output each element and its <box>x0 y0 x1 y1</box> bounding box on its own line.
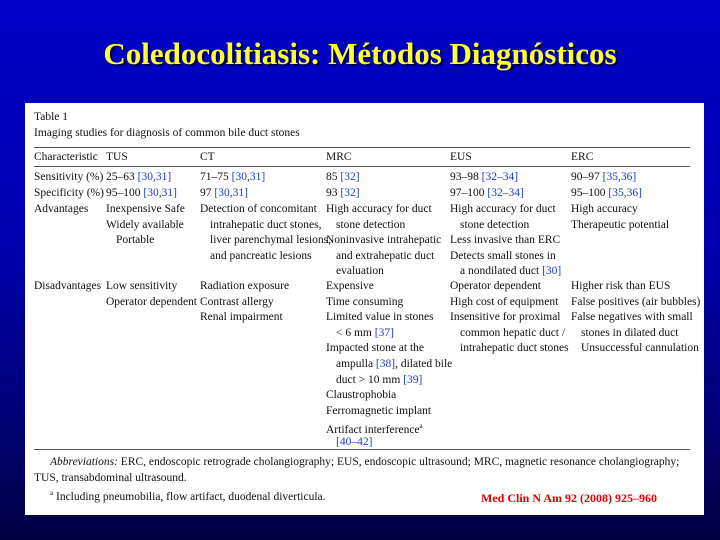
disadvantages-tus-line: Low sensitivity <box>106 280 178 292</box>
disadvantages-tus-line: Operator dependent <box>106 295 198 308</box>
specificity-erc: 95–100 [35,36] <box>571 187 642 199</box>
source-citation: Med Clin N Am 92 (2008) 925–960 <box>481 491 657 505</box>
abbreviations-footnote: Abbreviations: ERC, endoscopic retrograde cholangiography; EUS, endoscopic ultrasound; MRC, magnetic resonance cholangiography; TUS, transabdominal ultrasound. <box>34 456 680 484</box>
disadvantages-eus-line: common hepatic duct / <box>460 326 566 339</box>
sensitivity-ct: 71–75 [30,31] <box>200 171 266 183</box>
advantages-tus-line: Inexpensive Safe <box>106 203 185 215</box>
sensitivity-tus: 25–63 [30,31] <box>106 171 172 183</box>
disadvantages-mrc-line: Artifact interference$^a$ <box>326 422 423 437</box>
advantages-eus-line: stone detection <box>460 218 530 231</box>
disadvantages-mrc-line: ampulla [38], dilated bile <box>336 358 453 370</box>
advantages-ct-line: intrahepatic duct stones, <box>210 218 322 231</box>
advantages-ct-line: liver parenchymal lesions, <box>210 234 332 247</box>
advantages-eus-line: Detects small stones in <box>450 249 556 262</box>
table-header-rule <box>34 166 690 167</box>
advantages-erc-line: High accuracy <box>571 203 638 215</box>
disadvantages-erc-line: False negatives with small <box>571 311 693 324</box>
advantages-mrc-line: evaluation <box>336 265 384 278</box>
advantages-mrc-line: stone detection <box>336 218 406 231</box>
sensitivity-erc: 90–97 [35,36] <box>571 171 637 183</box>
disadvantages-ct-line: Renal impairment <box>200 311 283 324</box>
table-top-rule <box>34 147 690 148</box>
disadvantages-eus-line: intrahepatic duct stones <box>460 342 569 355</box>
advantages-mrc-line: High accuracy for duct <box>326 203 432 215</box>
table-caption-block <box>34 110 300 141</box>
row-label-disadvantages: Disadvantages <box>34 280 102 292</box>
table-caption: Imaging studies for diagnosis of common bile duct stones <box>34 126 300 139</box>
disadvantages-ct-line: Contrast allergy <box>200 295 274 308</box>
advantages-tus-line: Widely available <box>106 218 184 231</box>
row-label-sensitivity: Sensitivity (%) <box>34 171 104 183</box>
disadvantages-erc-line: Higher risk than EUS <box>571 280 671 292</box>
disadvantages-ct-line: Radiation exposure <box>200 280 290 292</box>
column-header-tus: TUS <box>106 151 128 163</box>
advantages-eus-line: a nondilated duct [30] <box>460 265 562 278</box>
column-header-mrc: MRC <box>326 151 352 163</box>
disadvantages-mrc-line: Expensive <box>326 280 374 292</box>
row-label-advantages: Advantages <box>34 203 89 215</box>
table-label: Table 1 <box>34 111 69 123</box>
disadvantages-mrc-line: Limited value in stones <box>326 311 434 324</box>
disadvantages-mrc-line: < 6 mm [37] <box>336 326 394 339</box>
row-label-specificity: Specificity (%) <box>34 187 104 199</box>
specificity-ct: 97 [30,31] <box>200 187 248 199</box>
column-header-erc: ERC <box>571 151 594 163</box>
disadvantages-mrc-line: [40–42] <box>336 436 373 448</box>
disadvantages-mrc-line: Ferromagnetic implant <box>326 404 432 417</box>
advantages-mrc-line: and extrahepatic duct <box>336 249 435 262</box>
advantages-eus-line: High accuracy for duct <box>450 203 556 215</box>
advantages-erc-line: Therapeutic potential <box>571 218 670 231</box>
advantages-mrc-line: Noninvasive intrahepatic <box>326 234 442 247</box>
specificity-tus: 95–100 [30,31] <box>106 187 177 199</box>
sensitivity-mrc: 85 [32] <box>326 171 360 183</box>
table-bottom-rule <box>34 449 690 450</box>
disadvantages-eus-line: High cost of equipment <box>450 295 559 308</box>
disadvantages-mrc-line: Time consuming <box>326 295 404 308</box>
advantages-ct-line: and pancreatic lesions <box>210 249 312 262</box>
disadvantages-erc-line: False positives (air bubbles) <box>571 295 701 308</box>
table-panel <box>25 103 704 515</box>
column-header-ct: CT <box>200 151 215 163</box>
advantages-tus-line: Portable <box>116 234 155 247</box>
disadvantages-mrc-line: duct > 10 mm [39] <box>336 373 423 386</box>
advantages-eus-line: Less invasive than ERC <box>450 234 561 247</box>
specificity-mrc: 93 [32] <box>326 187 360 199</box>
sensitivity-eus: 93–98 [32–34] <box>450 171 519 183</box>
disadvantages-erc-line: stones in dilated duct <box>581 326 679 339</box>
column-header-eus: EUS <box>450 151 472 163</box>
disadvantages-eus-line: Insensitive for proximal <box>450 311 561 324</box>
advantages-ct-line: Detection of concomitant <box>200 203 317 215</box>
disadvantages-erc-line: Unsuccessful cannulation <box>581 342 699 355</box>
disadvantages-eus-line: Operator dependent <box>450 280 542 292</box>
disadvantages-mrc-line: Claustrophobia <box>326 389 397 402</box>
disadvantages-mrc-line: Impacted stone at the <box>326 342 425 355</box>
footnote-a: $^a$ Including pneumobilia, flow artifact, duodenal diverticula. <box>50 489 326 504</box>
slide-title: Coledocolitiasis: Métodos Diagnósticos <box>103 36 617 71</box>
column-header-characteristic: Characteristic <box>34 151 98 163</box>
specificity-eus: 97–100 [32–34] <box>450 187 524 199</box>
